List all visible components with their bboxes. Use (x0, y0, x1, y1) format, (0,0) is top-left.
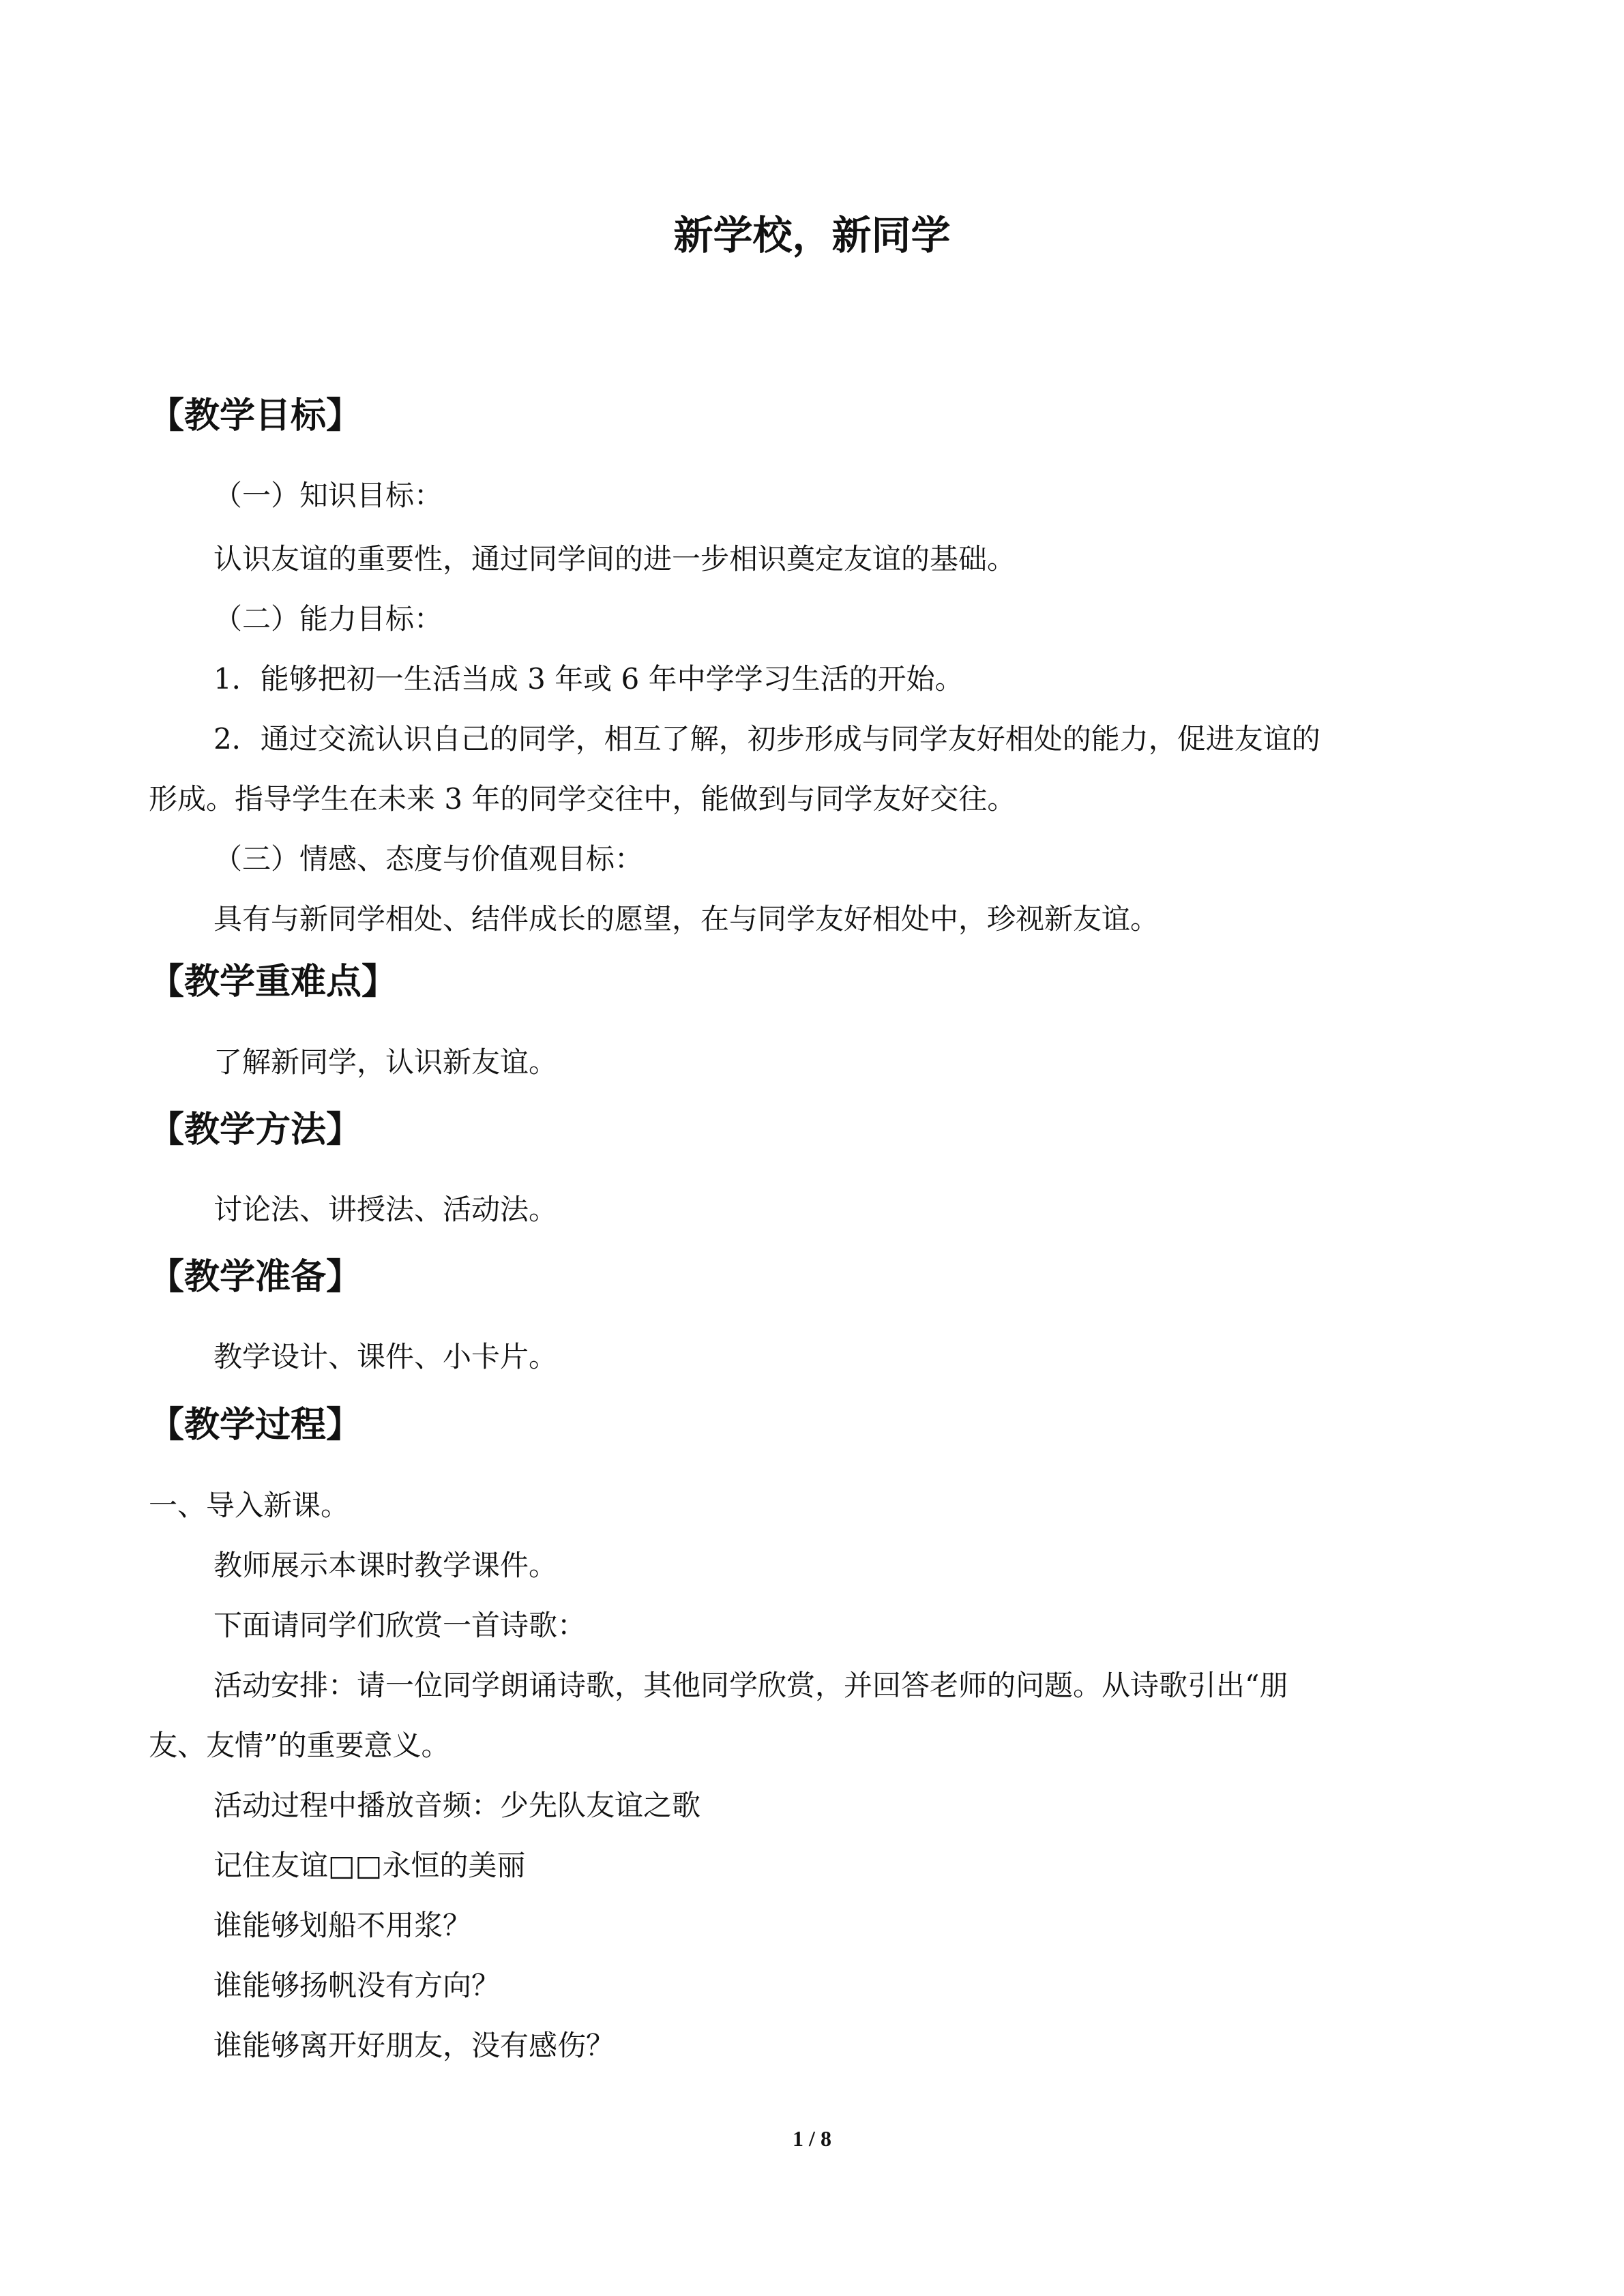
paragraph-line: 教学设计、课件、小卡片。 (213, 1340, 558, 1373)
paragraph-line: 一、导入新课。 (149, 1489, 350, 1522)
paragraph-line: 谁能够离开好朋友，没有感伤？ (213, 2029, 615, 2062)
section-heading-preparation: 【教学准备】 (149, 1257, 362, 1298)
paragraph-line: 记住友谊□□永恒的美丽 (213, 1849, 526, 1882)
paragraph-line: 认识友谊的重要性，通过同学间的进一步相识奠定友谊的基础。 (213, 542, 1016, 576)
paragraph-line: （一）知识目标： (213, 479, 443, 512)
paragraph-line: 形成。指导学生在未来 3 年的同学交往中，能做到与同学友好交往。 (149, 782, 1016, 816)
paragraph-line: 友、友情”的重要意义。 (149, 1729, 450, 1762)
page-title: 新学校，新同学 (673, 212, 951, 258)
paragraph-line: 讨论法、讲授法、活动法。 (213, 1193, 558, 1226)
paragraph-line: 谁能够扬帆没有方向？ (213, 1969, 501, 2002)
paragraph-line: （二）能力目标： (213, 602, 443, 636)
paragraph-line: 活动安排：请一位同学朗诵诗歌，其他同学欣赏，并回答老师的问题。从诗歌引出“朋 (213, 1669, 1288, 1702)
section-heading-methods: 【教学方法】 (149, 1109, 362, 1150)
page-number: 1 / 8 (793, 2126, 831, 2151)
paragraph-line: 了解新同学，认识新友谊。 (213, 1045, 558, 1079)
section-heading-process: 【教学过程】 (149, 1405, 362, 1446)
paragraph-line: 教师展示本课时教学课件。 (213, 1549, 558, 1582)
paragraph-line: （三）情感、态度与价值观目标： (213, 842, 644, 876)
section-heading-goals: 【教学目标】 (149, 396, 362, 436)
paragraph-line: 1．能够把初一生活当成 3 年或 6 年中学学习生活的开始。 (213, 662, 964, 696)
paragraph-line: 谁能够划船不用浆？ (213, 1909, 472, 1942)
paragraph-line: 下面请同学们欣赏一首诗歌： (213, 1609, 587, 1642)
paragraph-line: 活动过程中播放音频：少先队友谊之歌 (213, 1789, 701, 1822)
paragraph-line: 具有与新同学相处、结伴成长的愿望，在与同学友好相处中，珍视新友谊。 (213, 902, 1160, 936)
paragraph-line: 2．通过交流认识自己的同学，相互了解，初步形成与同学友好相处的能力，促进友谊的 (213, 722, 1320, 756)
section-heading-key-points: 【教学重难点】 (149, 961, 398, 1002)
